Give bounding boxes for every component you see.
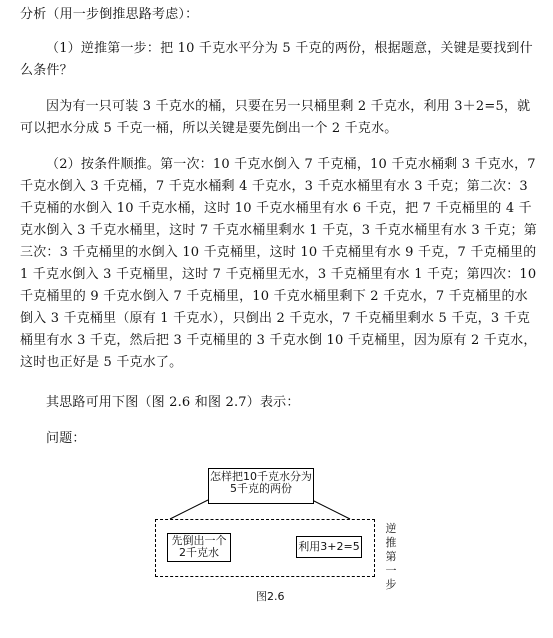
- condition-box-line1: 先倒出一个: [171, 534, 227, 547]
- step2-paragraph: （2）按条件顺推。第一次：10 千克水倒入 7 千克桶，10 千克水桶剩 3 千克水，7 千克水倒入 3 千克桶，7 千克水桶剩 4 千克水，3 千克水桶里有水 3 千克；第二次：3 千克桶的水倒入 10 千克水桶，这时 10 千克水桶里有水 6 千克，把 7 千克桶里的 4 千克水倒入 3 千克水桶里，这时 7 千克水桶里剩水 1 千克，3 千克水桶里有水 3 千克；第三次：3 千克桶里的水倒入 10 千克桶里，这时 10 千克桶里有水 9 千克，7 千克桶里的 1 千克水倒入 3 千克桶里，这时 7 千克桶里无水，3 千克桶里有水 1 千克；第四次：10 千克桶里的 9 千克水倒入 7 千克桶里，10 千克水桶里剩下 2 千克水，7 千克桶里的水倒入 3 千克桶里（原有 1 千克水），只倒出 2 千克水，7 千克桶里剩水 5 千克，3 千克桶里有水 3 千克，然后把 3 千克桶里的 3 千克水倒 10 千克桶里，因为原有 2 千克水，这时也正好是 5 千克水了。: [20, 157, 541, 370]
- figure-caption: 图2.6: [256, 590, 285, 603]
- connector-left: [170, 500, 208, 519]
- side-label-vertical: 逆推第一步: [385, 522, 397, 591]
- connector-right: [312, 500, 350, 519]
- condition-box-line2: 2千克水: [179, 546, 219, 559]
- condition-box: [167, 533, 231, 562]
- goal-box-line1: 怎样把10千克水分为: [210, 470, 312, 483]
- goal-box-line2: 5千克的两份: [230, 482, 292, 495]
- goal-box: [208, 468, 314, 504]
- summary-line: 其思路可用下图（图 2.6 和图 2.7）表示：: [46, 395, 300, 410]
- method-box: 利用3+2=5: [296, 536, 362, 558]
- figure-2-6: [0, 460, 553, 638]
- step1-explanation: 因为有一只可装 3 千克水的桶，只要在另一只桶里剩 2 千克水，利用 3＋2=5，就可以把水分成 5 千克一桶，所以关键是要先倒出一个 2 千克水。: [20, 99, 531, 136]
- step1-paragraph: （1）逆推第一步：把 10 千克水平分为 5 千克的两份，根据题意，关键是要找到什么条件？: [20, 41, 533, 78]
- analysis-heading: 分析（用一步倒推思路考虑）：: [20, 7, 199, 22]
- question-label: 问题：: [46, 431, 86, 446]
